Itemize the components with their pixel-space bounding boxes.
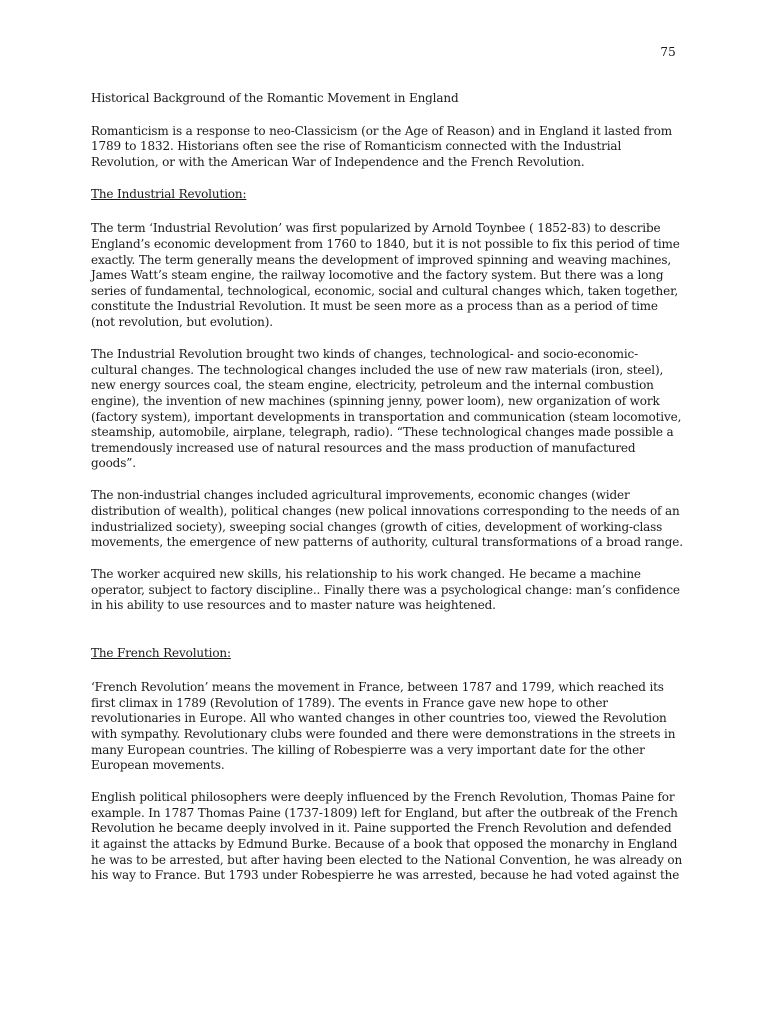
french-paragraph-1: ‘French Revolution’ means the movement in France, between 1787 and 1799, which reached its first climax in 1789 (Revolution of 1789). The events in France gave new hope to other revolutionaries in Europe. All who wanted changes in other countries too, viewed the Revolution with sympathy. Revolutionary clubs were founded and there were demonstrations in the streets in many European countries. The killing of Robespierre was a very important date for the other European movements. bbox=[91, 680, 676, 773]
industrial-paragraph-1: The term ‘Industrial Revolution’ was first popularized by Arnold Toynbee ( 1852-83) to describe England’s economic development from 1760 to 1840, but it is not possible to fix this period of time exactly. The term generally means the development of improved spinning and weaving machines, James Watt’s steam engine, the railway locomotive and the factory system. But there was a long series of fundamental, technological, economic, social and cultural changes which, taken together, constitute the Industrial Revolution. It must be seen more as a process than as a period of time (not revolution, but evolution). bbox=[91, 221, 680, 330]
section-spacer bbox=[91, 631, 683, 646]
industrial-revolution-heading: The Industrial Revolution: bbox=[91, 186, 247, 201]
industrial-paragraph-3: The non-industrial changes included agricultural improvements, economic changes (wider distribution of wealth), political changes (new polical innovations corresponding to the needs of an industrialized society), sweeping social changes (growth of cities, development of working-class movements, the emergence of new patterns of authority, cultural transformations of a broad range. bbox=[91, 488, 683, 550]
french-paragraph-2: English political philosophers were deeply influenced by the French Revolution, Thomas Paine for example. In 1787 Thomas Paine (1737-1809) left for England, but after the outbreak of the French Revolution he became deeply involved in it. Paine supported the French Revolution and defended it against the attacks by Edmund Burke. Because of a book that opposed the monarchy in England he was to be arrested, but after having been elected to the National Convention, he was already on his way to France. But 1793 under Robespierre he was arrested, because he had voted against the bbox=[91, 790, 683, 883]
page-number: 75 bbox=[660, 45, 676, 59]
intro-paragraph: Romanticism is a response to neo-Classicism (or the Age of Reason) and in England it lasted from 1789 to 1832. Historians often see the rise of Romanticism connected with the Industrial Revolution, or with the American War of Independence and the French Revolution. bbox=[91, 123, 672, 169]
industrial-paragraph-4: The worker acquired new skills, his relationship to his work changed. He became a machine operator, subject to factory discipline.. Finally there was a psychological change: man’s confidence in his ability to use resources and to master nature was heightened. bbox=[91, 567, 680, 613]
document-title: Historical Background of the Romantic Movement in England bbox=[91, 91, 459, 105]
document-body bbox=[91, 91, 683, 900]
french-revolution-heading: The French Revolution: bbox=[91, 645, 231, 660]
industrial-paragraph-2: The Industrial Revolution brought two kinds of changes, technological- and socio-economic-cultural changes. The technological changes included the use of new raw materials (iron, steel), new energy sources coal, the steam engine, electricity, petroleum and the internal combustion engine), the invention of new machines (spinning jenny, power loom), new organization of work (factory system), important developments in transportation and communication (steam locomotive, steamship, automobile, airplane, telegraph, radio). “These technological changes made possible a tremendously increased use of natural resources and the mass production of manufactured goods”. bbox=[91, 347, 682, 471]
